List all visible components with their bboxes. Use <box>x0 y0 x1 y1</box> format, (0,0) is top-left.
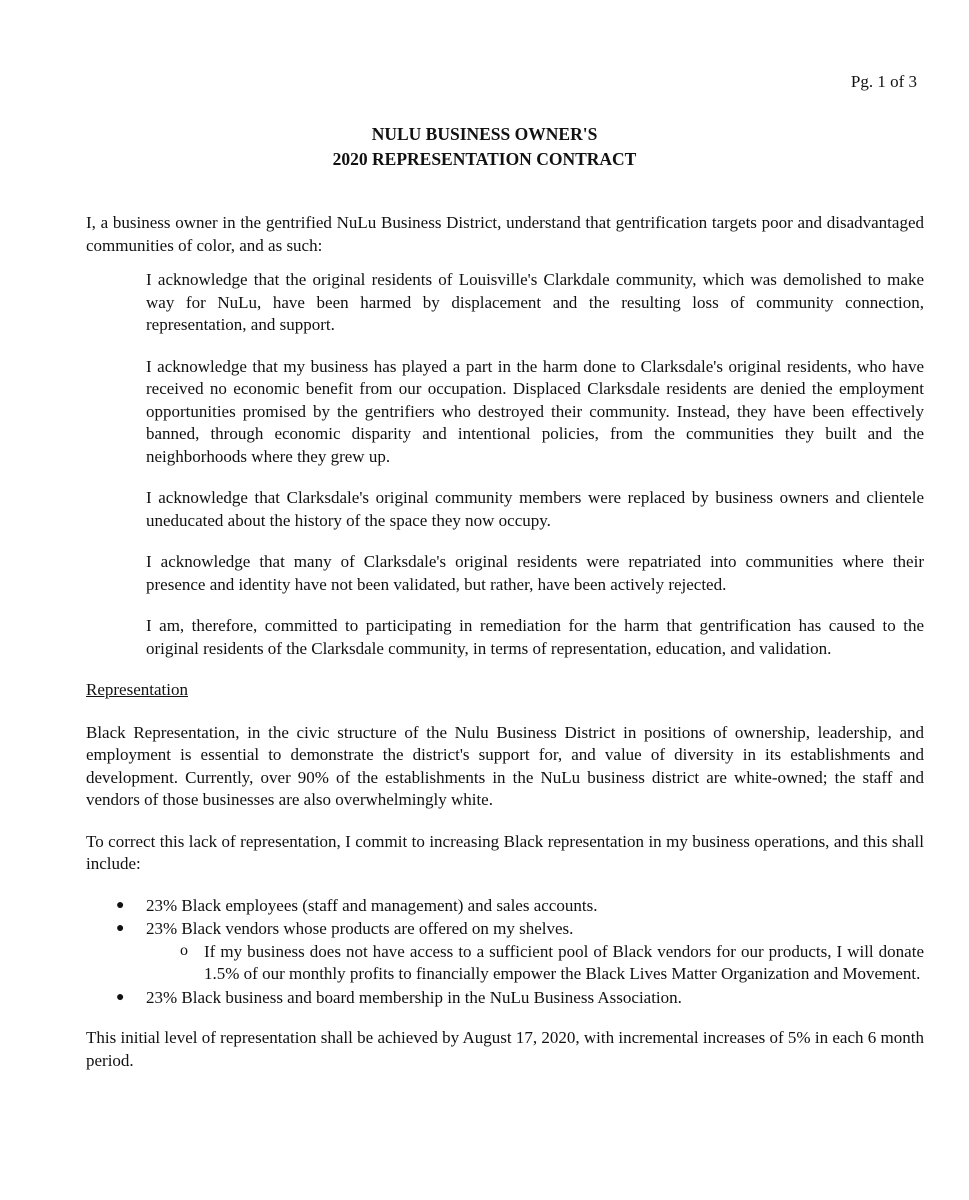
document-body <box>86 212 924 1072</box>
acknowledgment-paragraph: I acknowledge that many of Clarksdale's original residents were repatriated into communities where their presence and identity have not been validated, but rather, have been actively rejected. <box>146 552 924 594</box>
sub-list-item: o If my business does not have access to a sufficient pool of Black vendors for our products, I will donate 1.5% of our monthly profits to financially empower the Black Lives Matter Organization and Movement. <box>152 941 924 986</box>
commitment-list <box>86 895 924 1010</box>
list-item <box>86 918 924 986</box>
title-line-2: 2020 REPRESENTATION CONTRACT <box>332 149 637 169</box>
document-title <box>0 122 969 172</box>
list-item <box>86 895 924 918</box>
intro-paragraph: I, a business owner in the gentrified NuLu Business District, understand that gentrification targets poor and disadvantaged communities of color, and as such: <box>86 213 924 255</box>
closing-paragraph: This initial level of representation shall be achieved by August 17, 2020, with incremental increases of 5% in each 6 month period. <box>86 1028 924 1070</box>
acknowledgment-paragraph: I acknowledge that Clarksdale's original community members were replaced by business owners and clientele uneducated about the history of the space they now occupy. <box>146 488 924 530</box>
commitment-intro-paragraph: To correct this lack of representation, I commit to increasing Black representation in my business operations, and this shall include: <box>86 831 924 873</box>
acknowledgment-paragraph: I acknowledge that my business has played a part in the harm done to Clarksdale's original residents, who have received no economic benefit from our occupation. Displaced Clarksdale residents are denied the employment opportunities promised by the gentrifiers who destroyed their community. Instead, they have been effectively banned, through economic disparity and intentional policies, from the communities they built and the neighborhoods where they grew up. <box>146 356 924 466</box>
list-item-text: 23% Black vendors whose products are offered on my shelves. <box>146 919 574 938</box>
list-item-text: 23% Black employees (staff and management) and sales accounts. <box>146 895 598 915</box>
page-number: Pg. 1 of 3 <box>850 72 917 91</box>
list-item-text: 23% Black business and board membership in the NuLu Business Association. <box>146 987 682 1007</box>
section-heading-representation: Representation <box>86 680 188 699</box>
list-item <box>86 987 924 1010</box>
title-line-1: NULU BUSINESS OWNER'S <box>371 124 598 144</box>
commitment-paragraph: I am, therefore, committed to participating in remediation for the harm that gentrification has caused to the original residents of the Clarksdale community, in terms of representation, education, and validation. <box>146 616 924 658</box>
representation-paragraph: Black Representation, in the civic structure of the Nulu Business District in positions of ownership, leadership, and employment is essential to demonstrate the district's support for, and value of diversity in its establishments and development. Currently, over 90% of the establishments in the NuLu business district are white-owned; the staff and vendors of those businesses are also overwhelmingly white. <box>86 722 924 809</box>
acknowledgment-paragraph: I acknowledge that the original residents of Louisville's Clarkdale community, which was demolished to make way for NuLu, have been harmed by displacement and the resulting loss of community connection, representation, and support. <box>146 270 924 334</box>
sub-list <box>146 941 924 986</box>
